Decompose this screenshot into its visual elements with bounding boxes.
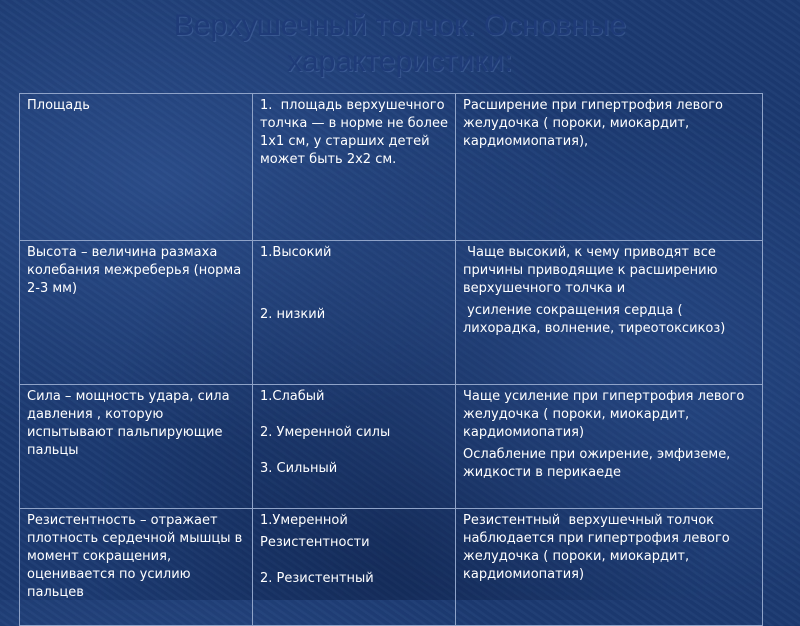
cell-norm-height (253, 241, 456, 385)
parameter-text: Высота – величина размаха колебания межреберья (норма 2-3 мм) (27, 245, 246, 296)
cell-parameter-resistance (20, 509, 253, 626)
cell-change-area (456, 94, 763, 241)
change-item: усиление сокращения сердца ( лихорадка, волнение, тиреотоксикоз) (463, 303, 726, 336)
slide-title (0, 8, 800, 80)
cell-change-resistance (456, 509, 763, 626)
change-item: Чаще высокий, к чему приводят все причины приводящие к расширению верхушечного толчка и (463, 245, 722, 296)
slide-title-line-2: характеристики: (287, 45, 513, 78)
parameter-text: Резистентность – отражает плотность сердечной мышцы в момент сокращения, оценивается по усилию пальцев (27, 513, 247, 600)
characteristics-table (19, 93, 763, 626)
parameter-text: Площадь (27, 98, 90, 113)
norm-text: 1. площадь верхушечного толчка — в норме не более 1х1 см, у старших детей может быть 2х2 см. (260, 98, 453, 167)
norm-item: 2. Резистентный (260, 571, 374, 586)
cell-norm-force (253, 385, 456, 509)
norm-item: Резистентности (260, 535, 370, 550)
cell-parameter-height (20, 241, 253, 385)
slide-title-line-1: Верхушечный толчок. Основные (173, 9, 627, 42)
change-item: Ослабление при ожирение, эмфиземе, жидкости в перикаеде (463, 447, 735, 480)
norm-item: 2. Умеренной силы (260, 425, 391, 440)
cell-change-height (456, 241, 763, 385)
norm-item: 3. Сильный (260, 461, 338, 476)
cell-parameter-area (20, 94, 253, 241)
table-row-height (20, 241, 763, 385)
cell-norm-resistance (253, 509, 456, 626)
cell-parameter-force (20, 385, 253, 509)
change-text: Резистентный верхушечный толчок наблюдается при гипертрофия левого желудочка ( пороки, миокардит, кардиомиопатия) (463, 513, 734, 582)
change-text: Расширение при гипертрофия левого желудочка ( пороки, миокардит, кардиомиопатия), (463, 98, 728, 149)
parameter-text: Сила – мощность удара, сила давления , которую испытывают пальпирующие пальцы (27, 389, 234, 458)
table-row-area (20, 94, 763, 241)
table-row-force (20, 385, 763, 509)
cell-norm-area (253, 94, 456, 241)
cell-change-force (456, 385, 763, 509)
norm-item: 2. низкий (260, 307, 326, 322)
norm-item: 1.Высокий (260, 245, 332, 260)
norm-item: 1.Умеренной (260, 513, 348, 528)
table-row-resistance (20, 509, 763, 626)
norm-item: 1.Слабый (260, 389, 325, 404)
change-item: Чаще усиление при гипертрофия левого желудочка ( пороки, миокардит, кардиомиопатия) (463, 389, 749, 440)
